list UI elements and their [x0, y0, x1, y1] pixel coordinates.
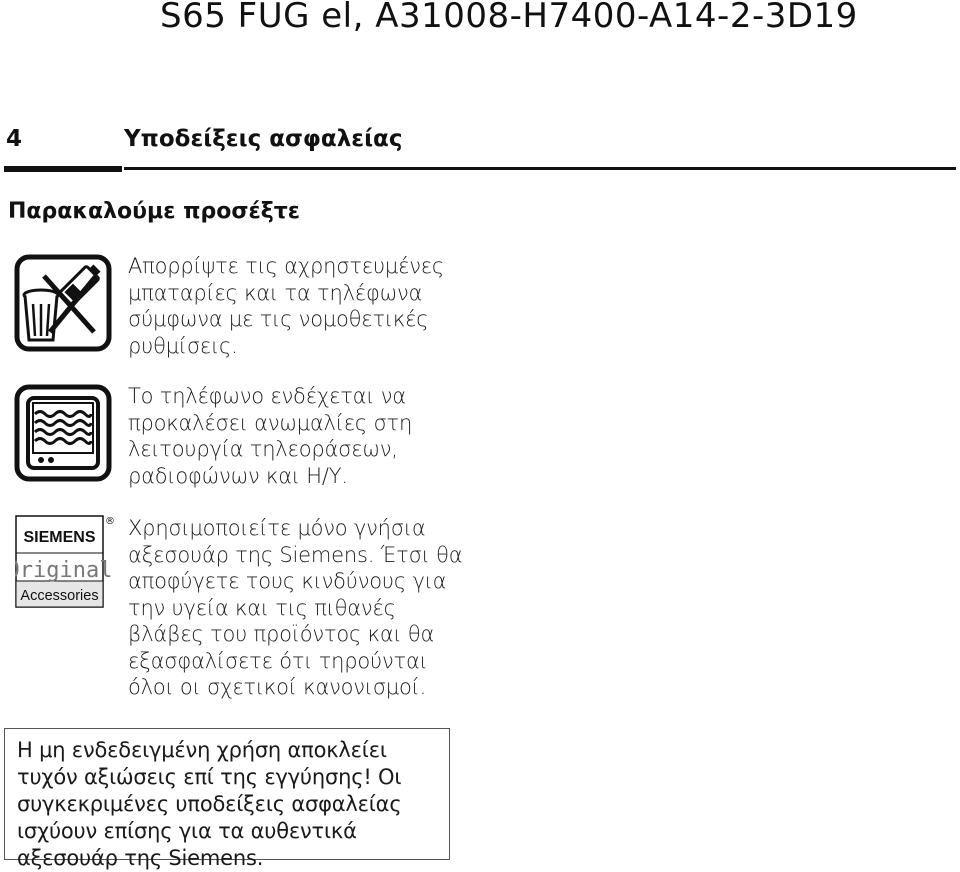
- chapter-rule-thin: [124, 167, 956, 170]
- chapter-number: 4: [6, 126, 23, 152]
- chapter-title: Υποδείξεις ασφαλείας: [124, 126, 403, 152]
- logo-accessories-text: Accessories: [20, 588, 99, 604]
- chapter-rule-thick: [4, 166, 122, 172]
- tv-interference-icon: [14, 384, 112, 482]
- warranty-notice-box: [4, 728, 450, 870]
- item-interference-text: Το τηλέφωνο ενδέχεται να προκαλέσει ανωμαλίες στη λειτουργία τηλεοράσεων, ραδιοφώνων και Η/Υ.: [128, 384, 413, 488]
- logo-original-text: Original: [15, 558, 113, 583]
- logo-brand-text: SIEMENS: [23, 529, 96, 546]
- siemens-original-accessories-logo: [15, 515, 115, 608]
- item-accessories-text: Χρησιμοποιείτε μόνο γνήσια αξεσουάρ της Siemens. Έτσι θα αποφύγετε τους κινδύνους για την υγεία και τις πιθανές βλάβες του προϊόντος και θα εξασφαλίσετε ότι τηρούνται όλοι οι σχετικοί κανονισμοί.: [128, 516, 463, 699]
- item-disposal-text: Απορρίψτε τις αχρηστευμένες μπαταρίες και τα τηλέφωνα σύμφωνα με τις νομοθετικές ρυθμίσεις.: [128, 254, 445, 358]
- battery-disposal-icon: [14, 254, 112, 352]
- section-title: Παρακαλούμε προσέξτε: [8, 199, 301, 224]
- registered-mark: ®: [105, 516, 115, 527]
- warranty-notice-text: Η μη ενδεδειγμένη χρήση αποκλείει τυχόν αξιώσεις επί της εγγύησης! Οι συγκεκριμένες υποδείξεις ασφαλείας ισχύουν επίσης για τα αυθεντικά αξεσουάρ της Siemens.: [17, 738, 402, 870]
- document-id-header: S65 FUG el, A31008-H7400-A14-2-3D19: [160, 0, 858, 36]
